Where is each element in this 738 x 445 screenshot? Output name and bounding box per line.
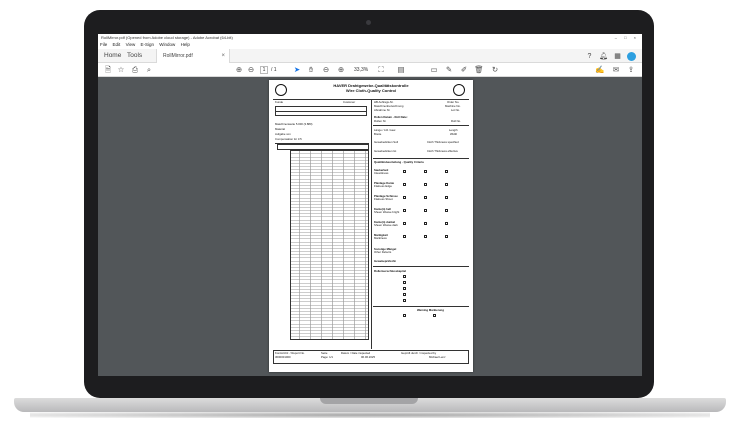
save-icon[interactable]: 🗎 bbox=[104, 65, 112, 74]
pdf-page bbox=[269, 80, 473, 372]
footer-checked-label: Geprüft durch / inspected by bbox=[401, 351, 437, 355]
checkbox[interactable] bbox=[445, 170, 448, 173]
quality-section-title: Qualitätsbeurteilung - Quality Criteria bbox=[374, 160, 424, 164]
tab-bar bbox=[98, 49, 642, 63]
criterion-markiness-en: Markiness bbox=[374, 236, 387, 240]
laptop-shadow bbox=[30, 412, 710, 418]
checkbox[interactable] bbox=[403, 299, 406, 302]
criterion-inspector: Gewebeprüfer/in bbox=[374, 259, 397, 263]
doc-title-en: Wire Cloth-Quality Control bbox=[345, 88, 397, 93]
doc-title-de: HAVER Drahtgewebe-Qualitätskontrolle bbox=[333, 83, 409, 88]
checkbox[interactable] bbox=[424, 235, 427, 238]
criterion-markiness-de: Markigkeit bbox=[374, 233, 388, 237]
delete-icon[interactable]: 🗑︎ bbox=[474, 65, 484, 74]
field-order-de: HB Auftrags-Nr. bbox=[374, 100, 394, 104]
checkbox[interactable] bbox=[403, 293, 406, 296]
divider bbox=[373, 158, 469, 159]
criterion-dark-en: Sheen Weave dark bbox=[374, 223, 398, 227]
document-area[interactable] bbox=[98, 77, 642, 376]
checkbox[interactable] bbox=[445, 222, 448, 225]
rotate-icon[interactable]: ↻ bbox=[491, 65, 499, 74]
search-icon[interactable]: ⌕ bbox=[146, 65, 152, 74]
footer-report-label: Kontroll-Nr. / Report No. bbox=[275, 351, 305, 355]
tab-document-label: RollMirror.pdf bbox=[163, 53, 193, 59]
toolbar bbox=[98, 63, 642, 77]
help-icon[interactable]: ? bbox=[587, 52, 592, 60]
checkbox[interactable] bbox=[403, 275, 406, 278]
zoom-out-icon[interactable]: ⊖ bbox=[322, 65, 330, 74]
checkbox[interactable] bbox=[445, 235, 448, 238]
divider bbox=[373, 266, 469, 267]
criterion-flat-edge-de: Planlage Kante bbox=[374, 181, 395, 185]
criterion-bright-de: Kante(n) hell bbox=[374, 207, 391, 211]
field-customer: Customer bbox=[343, 100, 356, 104]
checkbox[interactable] bbox=[403, 222, 406, 225]
menu-view[interactable]: View bbox=[125, 42, 136, 47]
field-thickness-eff-en: Cloth Thickness effective bbox=[427, 149, 458, 153]
star-icon[interactable]: ☆ bbox=[117, 65, 125, 74]
checkbox[interactable] bbox=[424, 196, 427, 199]
field-thickness-spec-de: Gewebedicken Soll bbox=[374, 140, 398, 144]
field-lot-en: Lot No. bbox=[451, 108, 461, 112]
fill-sign-icon[interactable]: ✍ bbox=[595, 65, 605, 74]
field-length-de: Länge / Lfd. Gew. bbox=[374, 128, 396, 132]
highlight-icon[interactable]: ✐ bbox=[460, 65, 468, 74]
grid-header bbox=[277, 144, 369, 150]
checkbox[interactable] bbox=[424, 222, 427, 225]
menu-file[interactable]: File bbox=[100, 42, 108, 47]
criterion-bright-en: Sheen Weave bright bbox=[374, 210, 400, 214]
checkbox[interactable] bbox=[445, 183, 448, 186]
menu-bar bbox=[98, 41, 642, 49]
field-order-en: Order No. bbox=[447, 100, 460, 104]
mail-icon[interactable]: ✉ bbox=[612, 65, 620, 74]
comment-icon[interactable]: ▭ bbox=[430, 65, 438, 74]
window-title: RollMirror.pdf (Opened from Adobe cloud storage) - Adobe Acrobat (64-bit) bbox=[101, 35, 233, 40]
window-titlebar bbox=[98, 34, 642, 41]
grid-row-labels bbox=[277, 150, 291, 340]
tab-document[interactable] bbox=[156, 49, 230, 63]
checkbox[interactable] bbox=[424, 183, 427, 186]
criterion-cleanliness-de: Sauberkeit bbox=[374, 168, 389, 172]
fit-page-icon[interactable]: ⛶ bbox=[378, 65, 384, 74]
footer-date-label: Datum / Date inspected bbox=[341, 351, 371, 355]
footer-page: Page: 1/1 bbox=[321, 355, 333, 359]
checkbox[interactable] bbox=[403, 183, 406, 186]
screen bbox=[98, 34, 642, 376]
page-up-icon[interactable]: ⊕ bbox=[235, 65, 243, 74]
footer-checked: Michael Lenz bbox=[429, 355, 446, 359]
checkbox[interactable] bbox=[445, 209, 448, 212]
apps-icon[interactable]: ▦ bbox=[614, 52, 621, 60]
field-compensation: Compensation for 3.5 bbox=[275, 137, 302, 141]
field-length-en: Length bbox=[449, 128, 458, 132]
field-width-de: Breite bbox=[374, 132, 382, 136]
divider bbox=[373, 306, 469, 307]
share-icon[interactable]: ⇪ bbox=[627, 65, 635, 74]
marking-section-title: Warning Markierung bbox=[417, 308, 444, 312]
menu-esign[interactable]: E-Sign bbox=[140, 42, 155, 47]
field-lot-de: Abnahme Nr. bbox=[374, 108, 391, 112]
checkbox[interactable] bbox=[403, 209, 406, 212]
zoom-level[interactable]: 33,3% bbox=[354, 67, 369, 73]
checkbox[interactable] bbox=[403, 170, 406, 173]
checkbox[interactable] bbox=[403, 314, 406, 317]
criterion-flat-shoot-de: Planlage Schüsse bbox=[374, 194, 398, 198]
cursor-icon[interactable]: ➤ bbox=[293, 65, 301, 74]
divider bbox=[371, 99, 372, 349]
page-number-input[interactable]: 1 bbox=[260, 66, 268, 74]
checkbox[interactable] bbox=[433, 314, 436, 317]
criterion-other-en: Other Defects bbox=[374, 250, 392, 254]
avatar[interactable] bbox=[627, 52, 636, 61]
page-total: / 1 bbox=[271, 67, 277, 73]
field-material: Material bbox=[275, 127, 285, 131]
divider bbox=[275, 111, 367, 112]
seal-logo-icon bbox=[453, 84, 465, 96]
checkbox[interactable] bbox=[424, 170, 427, 173]
criterion-cleanliness-en: Cleanliness bbox=[374, 171, 389, 175]
field-roll-date: Rollen Datum - Roll Date: bbox=[374, 115, 408, 119]
checkbox[interactable] bbox=[445, 196, 448, 199]
packing-section-title: Rollenverschlusskapitel bbox=[374, 269, 407, 273]
header-right-icons bbox=[585, 51, 636, 61]
field-machine-width: Maschinenweite 5.000 (3.880) bbox=[275, 122, 313, 126]
hand-icon[interactable]: ✋︎ bbox=[308, 65, 314, 74]
criterion-dark-de: Kante(n) dunkel bbox=[374, 220, 396, 224]
criterion-other-de: Sonstige Mängel bbox=[374, 247, 397, 251]
footer-seite: Seite bbox=[321, 351, 328, 355]
field-thickness-eff-de: Gewebedicken Ist bbox=[374, 149, 397, 153]
scroll-mode-icon[interactable]: ▤ bbox=[397, 65, 405, 74]
camera-icon bbox=[366, 20, 371, 25]
field-thickness-spec-en: Cloth Thickness specified bbox=[427, 140, 459, 144]
bell-icon[interactable]: 🔔︎ bbox=[599, 52, 608, 60]
footer-date: 06.06.2025 bbox=[361, 355, 375, 359]
menu-window[interactable]: Window bbox=[159, 42, 176, 47]
field-kunde: Kunde bbox=[275, 100, 284, 104]
field-machine-en: Machine No. bbox=[445, 104, 461, 108]
field-roll-en: Roll No. bbox=[451, 119, 461, 123]
pen-icon[interactable]: ✎ bbox=[445, 65, 453, 74]
divider bbox=[373, 125, 469, 126]
print-icon[interactable]: ⎙ bbox=[132, 65, 138, 74]
page-down-icon[interactable]: ⊖ bbox=[247, 65, 255, 74]
close-tab-icon[interactable]: × bbox=[221, 53, 225, 59]
checkbox[interactable] bbox=[403, 196, 406, 199]
laptop-notch bbox=[320, 398, 418, 404]
checkbox[interactable] bbox=[403, 287, 406, 290]
haver-logo-icon bbox=[275, 84, 287, 96]
zoom-in-icon[interactable]: ⊕ bbox=[337, 65, 345, 74]
checkbox[interactable] bbox=[403, 235, 406, 238]
checkbox[interactable] bbox=[403, 281, 406, 284]
footer-report-no: 3000001000 bbox=[275, 355, 291, 359]
menu-edit[interactable]: Edit bbox=[112, 42, 121, 47]
criterion-flat-edge-en: Flatness Edge bbox=[374, 184, 392, 188]
checkbox[interactable] bbox=[424, 209, 427, 212]
field-roll-de: Rollen Nr. bbox=[374, 119, 387, 123]
criterion-flat-shoot-en: Flatness Shoot bbox=[374, 197, 393, 201]
field-aufgabe: Aufgabe von bbox=[275, 132, 291, 136]
window-controls[interactable]: – □ × bbox=[614, 35, 639, 40]
field-width-en: Width bbox=[450, 132, 458, 136]
tab-tools[interactable]: Tools bbox=[127, 52, 143, 59]
field-machine-de: Maschinenbezeichnung bbox=[374, 104, 404, 108]
tab-home[interactable]: Home bbox=[104, 52, 122, 59]
menu-help[interactable]: Help bbox=[180, 42, 190, 47]
